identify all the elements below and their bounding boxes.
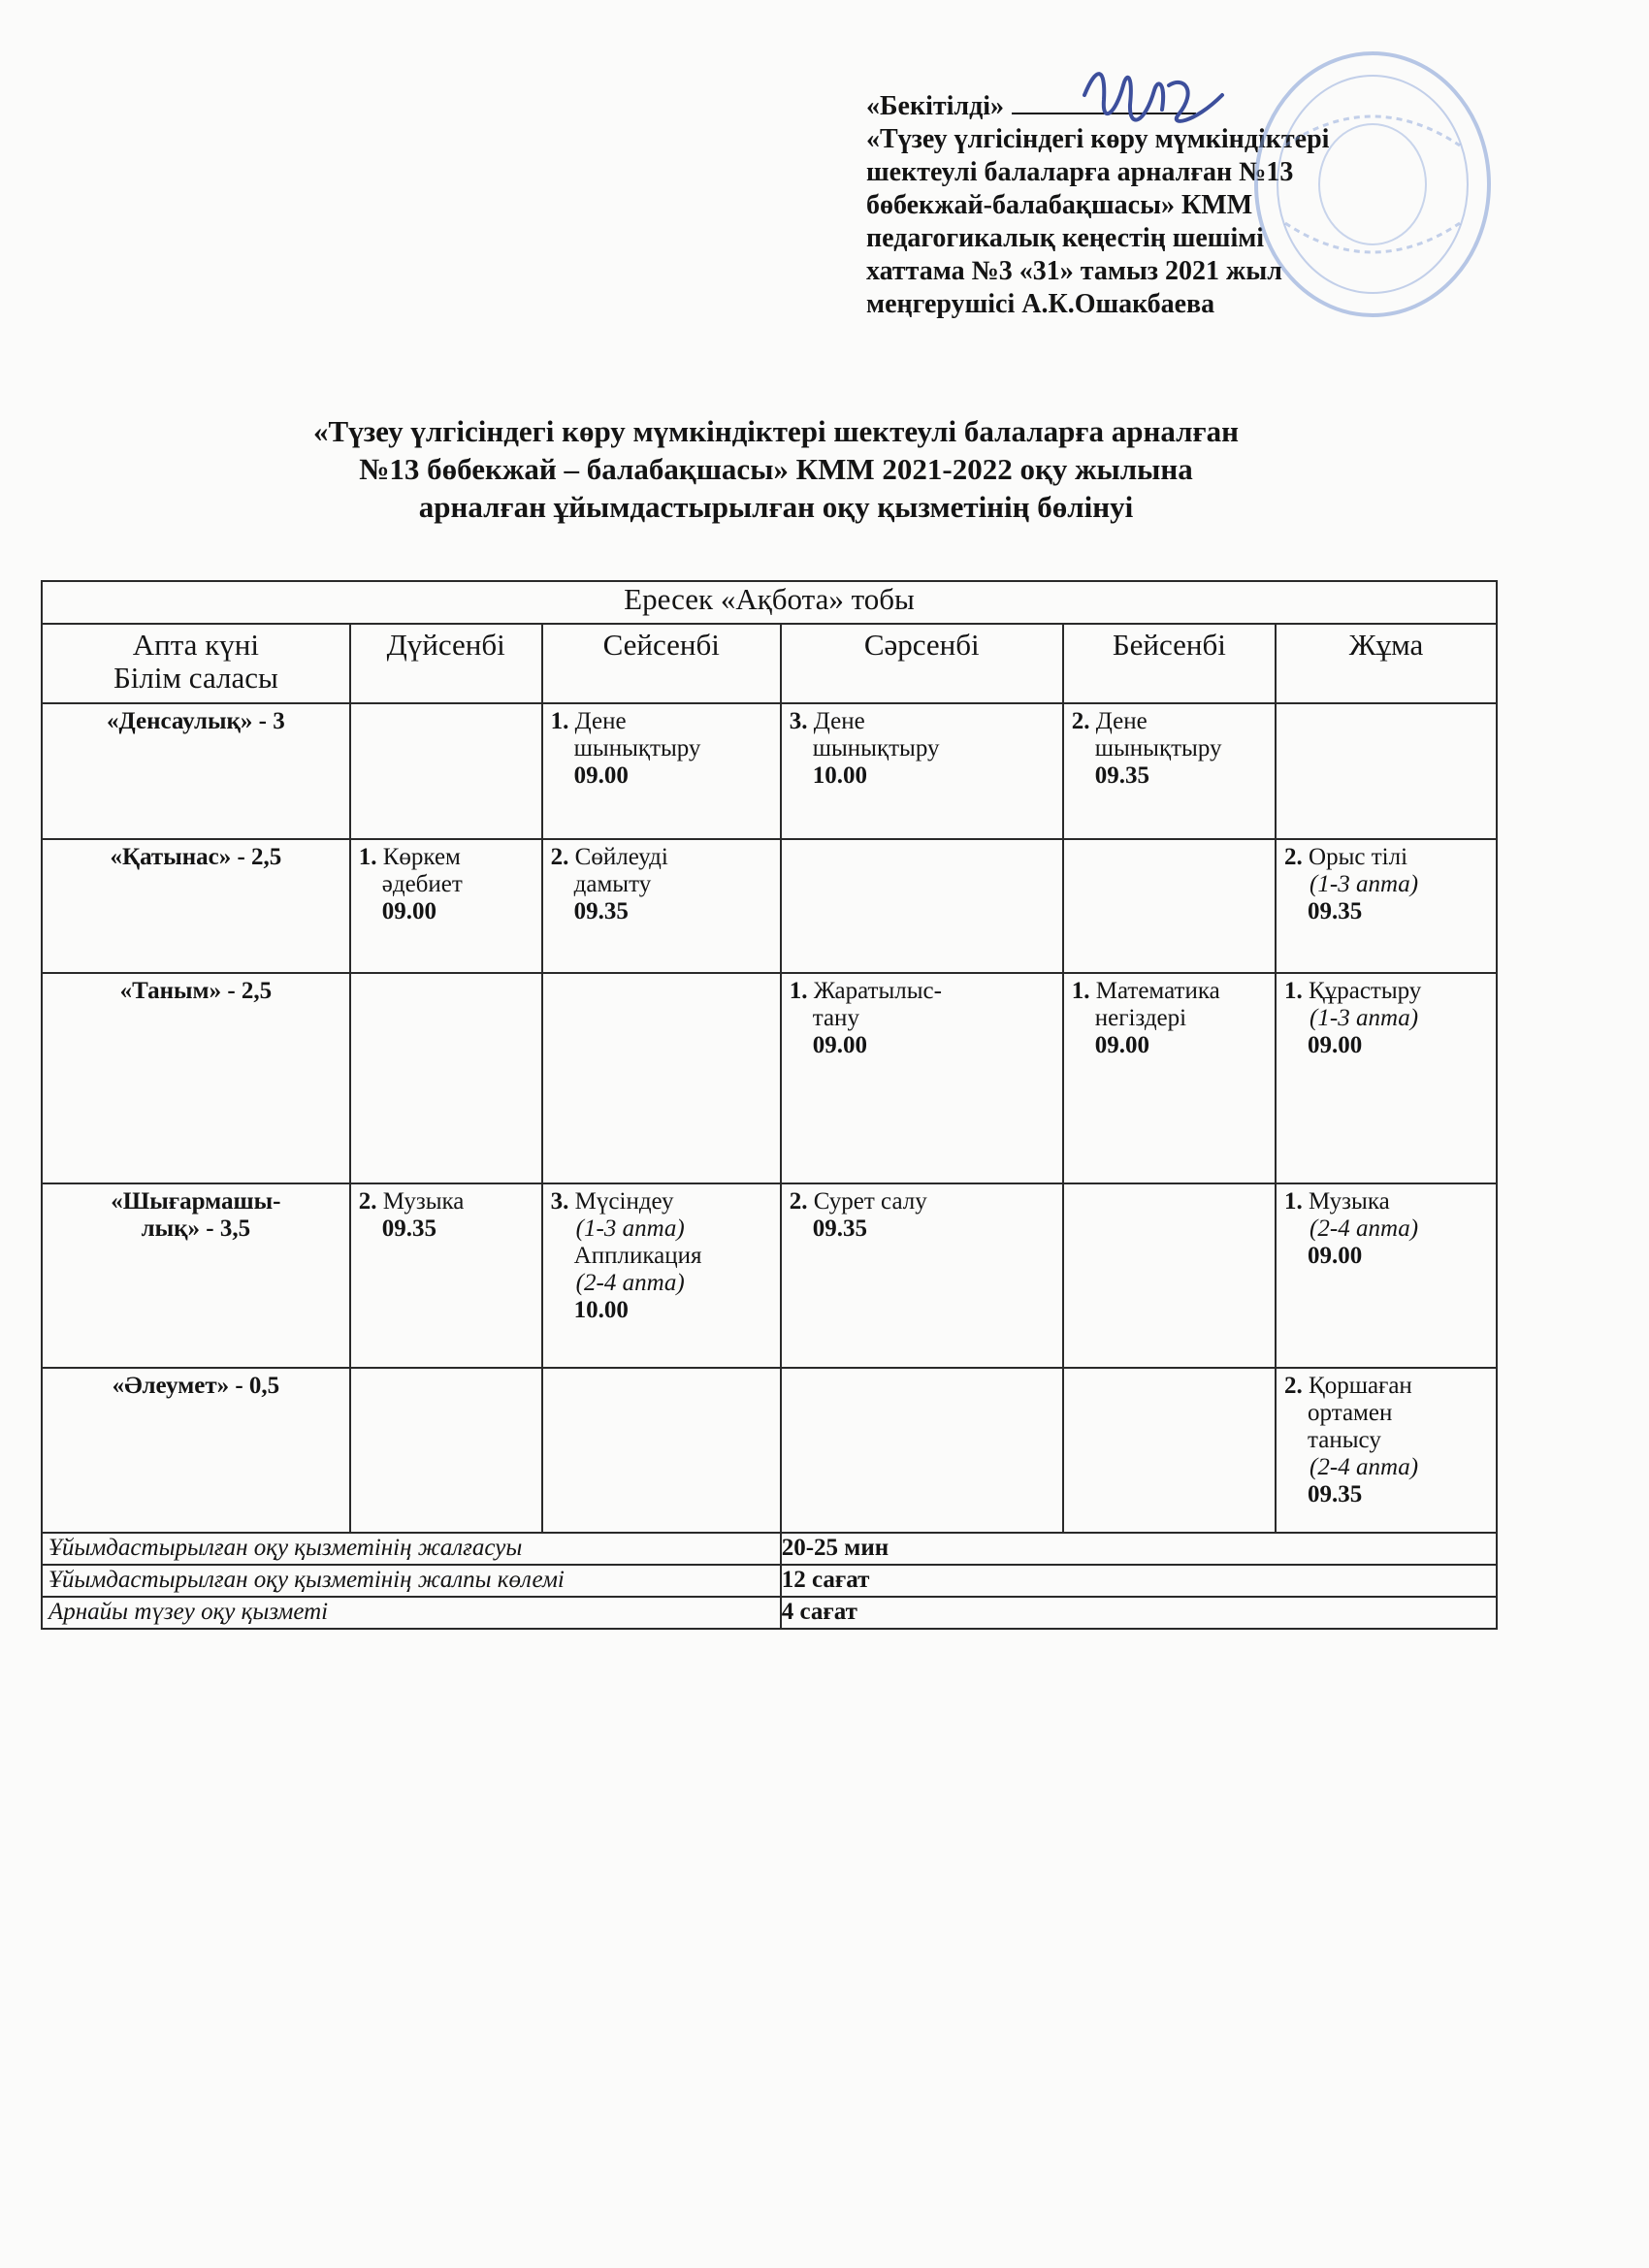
footer-row-special-correction — [42, 1597, 1497, 1629]
title-line: арналған ұйымдастырылған оқу қызметінің бөлінуі — [418, 490, 1134, 524]
schedule-cell — [542, 1368, 781, 1533]
footer-value: 12 сағат — [781, 1565, 1497, 1597]
footer-value: 4 сағат — [781, 1597, 1497, 1629]
area-name: «Әлеумет» - 0,5 — [42, 1368, 350, 1533]
schedule-cell — [1276, 1183, 1497, 1368]
lesson-name: Қоршаған — [1309, 1373, 1412, 1399]
lesson-time: 09.35 — [573, 898, 629, 924]
lesson-time: 09.00 — [1308, 1243, 1363, 1269]
schedule-cell — [781, 839, 1063, 973]
approval-line: бөбекжай-балабақшасы» КММ — [866, 190, 1253, 220]
lesson-number: 2. — [1071, 708, 1096, 734]
lesson-number: 2. — [1284, 1373, 1310, 1399]
lesson-entry — [1070, 708, 1269, 790]
lesson-first-line — [1284, 978, 1490, 1005]
schedule-cell — [350, 1183, 542, 1368]
lesson-number: 1. — [358, 844, 383, 870]
lesson-number: 2. — [550, 844, 575, 870]
title-line: №13 бөбекжай – балабақшасы» КММ 2021-2022 оқу жылына — [359, 452, 1193, 486]
area-name: «Қатынас» - 2,5 — [42, 839, 350, 973]
title-line: «Түзеу үлгісіндегі көру мүмкіндіктері шектеулі балаларға арналған — [313, 414, 1239, 448]
lesson-time: 10.00 — [812, 762, 867, 789]
lesson-name: шынықтыру — [812, 735, 940, 761]
schedule-cell — [1063, 1368, 1276, 1533]
lesson-number: 2. — [358, 1188, 383, 1215]
lesson-entry — [549, 708, 774, 790]
lesson-time: 09.00 — [1308, 1032, 1363, 1058]
lesson-number: 1. — [550, 708, 575, 734]
lesson-week-note: (1-3 апта) — [1310, 871, 1419, 897]
lesson-entry — [357, 1188, 535, 1243]
schedule-cell — [542, 703, 781, 839]
area-name: «Денсаулық» - 3 — [42, 703, 350, 839]
document-title — [146, 412, 1406, 526]
lesson-number: 2. — [789, 1188, 814, 1215]
lesson-time: 09.00 — [573, 762, 629, 789]
area-name-line: лық» - 3,5 — [141, 1215, 251, 1242]
schedule-cell — [1276, 839, 1497, 973]
schedule-cell — [350, 839, 542, 973]
lesson-name: Орыс тілі — [1309, 844, 1408, 870]
schedule-cell — [542, 973, 781, 1183]
lesson-time: 09.00 — [1094, 1032, 1149, 1058]
lesson-first-line — [551, 708, 774, 735]
lesson-first-line — [551, 844, 774, 871]
lesson-week-note: (1-3 апта) — [575, 1215, 685, 1242]
lesson-name: Көркем — [382, 844, 461, 870]
schedule-cell — [1063, 839, 1276, 973]
lesson-time: 10.00 — [573, 1297, 629, 1323]
schedule-cell — [350, 973, 542, 1183]
footer-row-total-volume — [42, 1565, 1497, 1597]
schedule-cell — [1063, 973, 1276, 1183]
lesson-time: 09.35 — [381, 1215, 436, 1242]
area-name — [42, 1183, 350, 1368]
lesson-time: 09.35 — [1308, 898, 1363, 924]
lesson-first-line — [790, 708, 1056, 735]
area-name: «Таным» - 2,5 — [42, 973, 350, 1183]
lesson-entry — [1282, 1188, 1490, 1270]
lesson-name: Сурет салу — [813, 1188, 927, 1215]
lesson-time: 09.00 — [381, 898, 436, 924]
lesson-name: Музыка — [1309, 1188, 1390, 1215]
lesson-name: негіздері — [1094, 1005, 1187, 1031]
schedule-cell — [1276, 703, 1497, 839]
lesson-entry — [1282, 978, 1490, 1059]
lesson-first-line — [551, 1188, 774, 1215]
area-row — [42, 1368, 1497, 1533]
lesson-first-line — [790, 978, 1056, 1005]
header-corner — [42, 624, 350, 703]
lesson-first-line — [790, 1188, 1056, 1215]
lesson-week-note: (2-4 апта) — [1310, 1215, 1419, 1242]
schedule-cell — [781, 973, 1063, 1183]
approved-label: «Бекітілді» — [866, 91, 1005, 121]
lesson-number: 1. — [1284, 978, 1310, 1004]
schedule-table — [41, 580, 1498, 1630]
footer-label: Ұйымдастырылған оқу қызметінің жалпы көлемі — [42, 1565, 781, 1597]
lesson-time: 09.35 — [812, 1215, 867, 1242]
area-row — [42, 973, 1497, 1183]
lesson-first-line — [1072, 978, 1269, 1005]
official-stamp-seal — [1246, 29, 1499, 349]
lesson-name: Жаратылыс- — [813, 978, 942, 1004]
day-header: Сейсенбі — [542, 624, 781, 703]
lesson-time: 09.35 — [1094, 762, 1149, 789]
footer-row-duration — [42, 1533, 1497, 1565]
lesson-first-line — [1284, 844, 1490, 871]
header-area-label: Білім саласы — [113, 661, 278, 695]
area-row — [42, 839, 1497, 973]
header-week-day-label: Апта күні — [132, 628, 259, 662]
handwritten-signature — [1077, 56, 1232, 144]
area-row — [42, 1183, 1497, 1368]
schedule-cell — [542, 839, 781, 973]
schedule-cell — [781, 703, 1063, 839]
lesson-time: 09.00 — [812, 1032, 867, 1058]
lesson-first-line — [359, 1188, 535, 1215]
schedule-cell — [350, 1368, 542, 1533]
lesson-name: тану — [812, 1005, 859, 1031]
lesson-time: 09.35 — [1308, 1481, 1363, 1507]
lesson-name: шынықтыру — [573, 735, 701, 761]
lesson-name: Дене — [1095, 708, 1148, 734]
lesson-name: Құрастыру — [1309, 978, 1422, 1004]
lesson-number: 1. — [1071, 978, 1096, 1004]
lesson-first-line — [1072, 708, 1269, 735]
lesson-first-line — [1284, 1373, 1490, 1400]
schedule-cell — [1063, 703, 1276, 839]
footer-label: Ұйымдастырылған оқу қызметінің жалғасуы — [42, 1533, 781, 1565]
lesson-entry — [1282, 1373, 1490, 1508]
schedule-cell — [542, 1183, 781, 1368]
lesson-entry — [549, 844, 774, 925]
lesson-entry — [788, 978, 1056, 1059]
footer-label: Арнайы түзеу оқу қызметі — [42, 1597, 781, 1629]
lesson-number: 1. — [789, 978, 814, 1004]
approval-line: хаттама №3 «31» тамыз 2021 жыл — [866, 256, 1282, 286]
approval-line: меңгерушісі А.К.Ошакбаева — [866, 289, 1215, 319]
day-header: Бейсенбі — [1063, 624, 1276, 703]
lesson-number: 3. — [550, 1188, 575, 1215]
schedule-cell — [1276, 973, 1497, 1183]
lesson-number: 1. — [1284, 1188, 1310, 1215]
approval-line: шектеулі балаларға арналған №13 — [866, 157, 1294, 187]
lesson-week-note: (2-4 апта) — [1310, 1454, 1419, 1480]
lesson-entry — [1282, 844, 1490, 925]
lesson-name: Дене — [574, 708, 627, 734]
lesson-name: танысу — [1308, 1427, 1381, 1453]
approval-line: «Түзеу үлгісіндегі көру мүмкіндіктері — [866, 124, 1330, 154]
lesson-name: ортамен — [1308, 1400, 1393, 1426]
lesson-week-note: (2-4 апта) — [575, 1270, 685, 1296]
lesson-number: 3. — [789, 708, 814, 734]
schedule-cell — [781, 1368, 1063, 1533]
approval-line: педагогикалық кеңестің шешімі — [866, 223, 1265, 253]
day-header: Сәрсенбі — [781, 624, 1063, 703]
schedule-cell — [350, 703, 542, 839]
area-row — [42, 703, 1497, 839]
lesson-first-line — [359, 844, 535, 871]
schedule-cell — [781, 1183, 1063, 1368]
group-name: Ересек «Ақбота» тобы — [42, 581, 1497, 624]
lesson-entry — [788, 708, 1056, 790]
lesson-entry — [788, 1188, 1056, 1243]
lesson-entry — [549, 1188, 774, 1324]
area-name-line: «Шығармашы- — [111, 1188, 281, 1215]
days-header-row — [42, 624, 1497, 703]
lesson-entry — [357, 844, 535, 925]
day-header: Дүйсенбі — [350, 624, 542, 703]
lesson-name: әдебиет — [381, 871, 463, 897]
lesson-name: Аппликация — [573, 1243, 702, 1269]
lesson-name: Музыка — [382, 1188, 465, 1215]
lesson-entry — [1070, 978, 1269, 1059]
schedule-cell — [1276, 1368, 1497, 1533]
lesson-name: Дене — [813, 708, 865, 734]
group-header-row — [42, 581, 1497, 624]
lesson-week-note: (1-3 апта) — [1310, 1005, 1419, 1031]
lesson-name: дамыту — [573, 871, 652, 897]
day-header: Жұма — [1276, 624, 1497, 703]
lesson-name: Мүсіндеу — [574, 1188, 674, 1215]
lesson-name: шынықтыру — [1094, 735, 1222, 761]
schedule-cell — [1063, 1183, 1276, 1368]
lesson-name: Сөйлеуді — [574, 844, 668, 870]
lesson-name: Математика — [1095, 978, 1220, 1004]
lesson-number: 2. — [1284, 844, 1310, 870]
lesson-first-line — [1284, 1188, 1490, 1215]
footer-value: 20-25 мин — [781, 1533, 1497, 1565]
